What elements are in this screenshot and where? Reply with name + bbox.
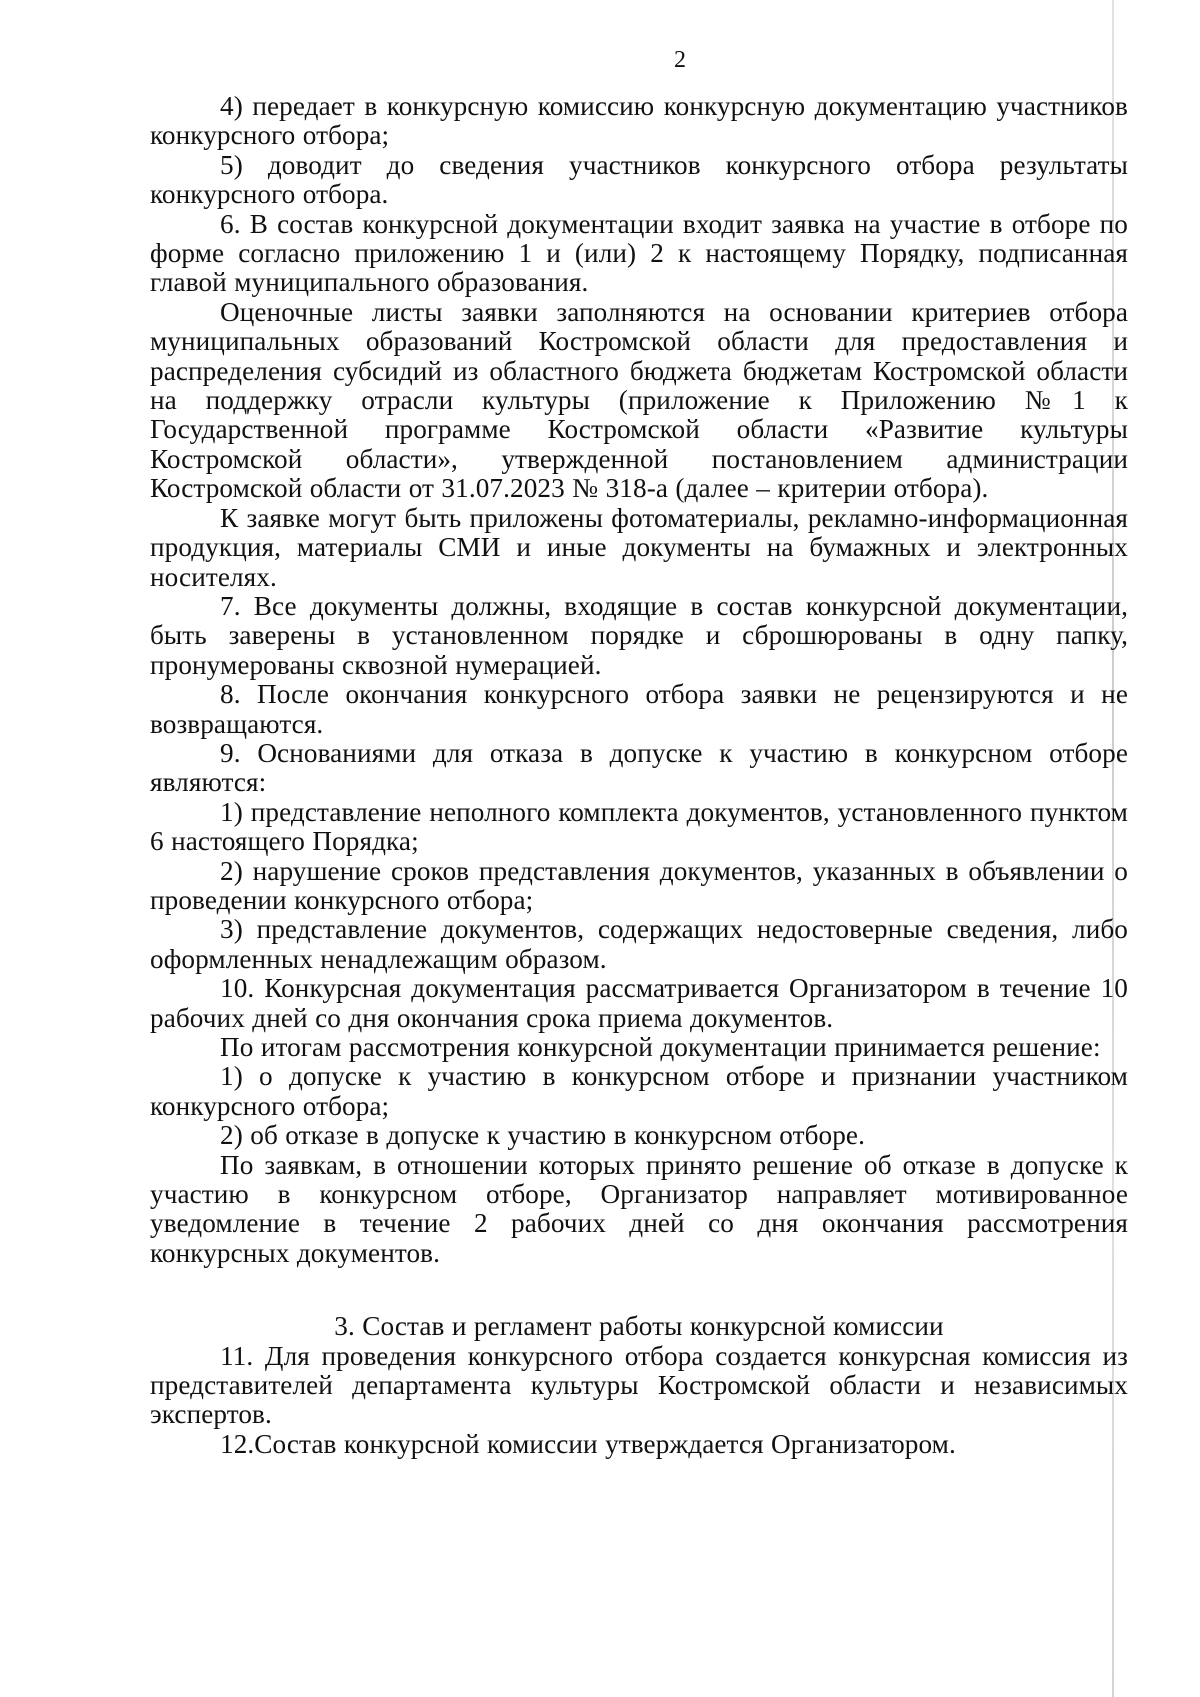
paragraph-reason-2: 2) нарушение сроков представления документов, указанных в объявлении о проведении конкурсного отбора; — [150, 855, 1128, 915]
page-number — [0, 46, 1200, 74]
paragraph-clause-11: 11. Для проведения конкурсного отбора создается конкурсная комиссия из представителей департамента культуры Костромской области и независимых экспертов. — [150, 1340, 1128, 1430]
paragraph-decision-1: 1) о допуске к участию в конкурсном отборе и признании участником конкурсного отбора; — [150, 1061, 1128, 1121]
paragraph-clause-9: 9. Основаниями для отказа в допуске к участию в конкурсном отборе являются: — [150, 737, 1128, 798]
paragraph-decision-2: 2) об отказе в допуске к участию в конкурсном отборе. — [220, 1120, 865, 1151]
paragraph-clause-6: 6. В состав конкурсной документации входит заявка на участие в отборе по форме согласно приложению 1 и (или) 2 к настоящему Порядку, подписанная главой муниципального образования. — [150, 208, 1128, 298]
paragraph-item-5: 5) доводит до сведения участников конкурсного отбора результаты конкурсного отбора. — [150, 149, 1128, 210]
paragraph-evaluation-sheets: Оценочные листы заявки заполняются на основании критериев отбора муниципальных образований Костромской области для предоставления и распределения субсидий из областного бюджета бюджетам Костромской области на поддержку отрасли культуры (приложение к Приложению №1 к Государственной программе Костромской области «Развитие культуры Костромской области», утвержденной постановлением администрации Костромской области от 31.07.2023 № 318-а (далее – критерии отбора). — [150, 296, 1128, 504]
paragraph-item-4: 4) передает в конкурсную комиссию конкурсную документацию участников конкурсного отбора; — [150, 91, 1128, 151]
document-body — [150, 92, 1128, 1459]
section-heading: 3. Состав и регламент работы конкурсной комиссии — [334, 1311, 944, 1342]
paragraph-clause-12: 12.Состав конкурсной комиссии утверждается Организатором. — [220, 1428, 956, 1459]
paragraph-clause-10: 10. Конкурсная документация рассматривается Организатором в течение 10 рабочих дней со дня окончания срока приема документов. — [150, 973, 1128, 1033]
paragraph-reason-1: 1) представление неполного комплекта документов, установленного пунктом 6 настоящего Порядка; — [150, 796, 1128, 857]
page-number-text: 2 — [674, 47, 686, 73]
paragraph-decision-intro: По итогам рассмотрения конкурсной документации принимается решение: — [220, 1032, 1101, 1062]
paragraph-rejection-notice: По заявкам, в отношении которых принято решение об отказе в допуске к участию в конкурсном отборе, Организатор направляет мотивированное уведомление в течение 2 рабочих дней со дня окончания рассмотрения конкурсных документов. — [150, 1149, 1128, 1268]
paragraph-clause-8: 8. После окончания конкурсного отбора заявки не рецензируются и не возвращаются. — [150, 679, 1128, 739]
paragraph-reason-3: 3) представление документов, содержащих недостоверные сведения, либо оформленных ненадлежащим образом. — [150, 914, 1128, 974]
paragraph-attachments: К заявке могут быть приложены фотоматериалы, рекламно-информационная продукция, материалы СМИ и иные документы на бумажных и электронных носителях. — [150, 502, 1128, 592]
paragraph-clause-7: 7. Все документы должны, входящие в состав конкурсной документации, быть заверены в установленном порядке и сброшюрованы в одну папку, пронумерованы сквозной нумерацией. — [150, 590, 1128, 680]
